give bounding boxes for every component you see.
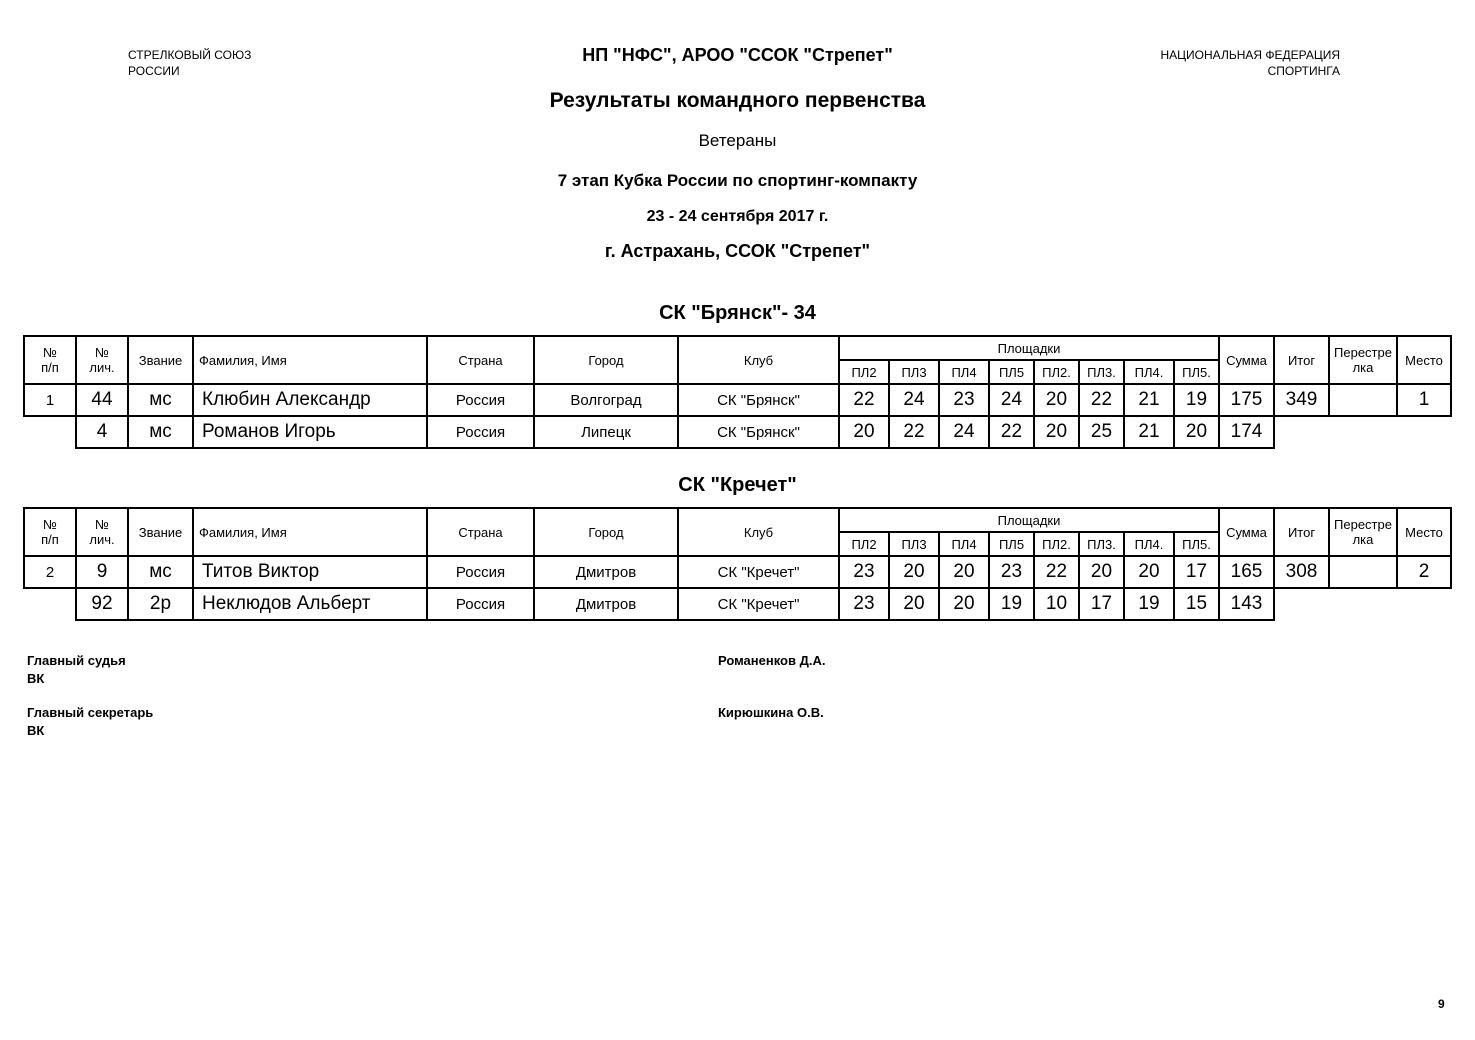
athlete-name: Романов Игорь	[193, 416, 427, 448]
event-place: г. Астрахань, ССОК "Стрепет"	[604, 241, 871, 261]
event-title: 7 этап Кубка России по спортинг-компакту	[557, 171, 918, 190]
team-number: 1	[24, 384, 76, 416]
venue-col-header: ПЛ2.	[1034, 360, 1079, 384]
score-sum: 165	[1219, 556, 1274, 588]
score: 22	[839, 384, 889, 416]
score: 19	[989, 588, 1034, 620]
country: Россия	[427, 588, 534, 620]
col-sum-header: Сумма	[1219, 336, 1274, 384]
col-num-header: № п/п	[24, 508, 76, 556]
score-sum: 174	[1219, 416, 1274, 448]
team-total: 349	[1274, 384, 1329, 416]
score: 20	[1124, 556, 1174, 588]
rank: мс	[128, 416, 193, 448]
city: Дмитров	[534, 588, 678, 620]
category-label: Ветераны	[698, 131, 777, 150]
federation-left-line1: СТРЕЛКОВЫЙ СОЮЗ	[128, 48, 252, 62]
score: 19	[1174, 384, 1219, 416]
shootoff	[1329, 556, 1397, 588]
club: СК "Кречет"	[678, 556, 839, 588]
score-sum: 143	[1219, 588, 1274, 620]
score: 24	[939, 416, 989, 448]
chief-judge-name: Романенков Д.А.	[718, 653, 826, 668]
venue-col-header: ПЛ3.	[1079, 360, 1124, 384]
col-venues-header: Площадки	[839, 508, 1219, 532]
venue-col-header: ПЛ2	[839, 532, 889, 556]
license-number: 44	[76, 384, 128, 416]
col-sum-header: Сумма	[1219, 508, 1274, 556]
table-row	[24, 384, 1451, 416]
rank: мс	[128, 384, 193, 416]
score: 21	[1124, 384, 1174, 416]
col-total-header: Итог	[1274, 508, 1329, 556]
score: 22	[1034, 556, 1079, 588]
club: СК "Брянск"	[678, 384, 839, 416]
federation-right-line1: НАЦИОНАЛЬНАЯ ФЕДЕРАЦИЯ	[1160, 48, 1340, 62]
athlete-name: Неклюдов Альберт	[193, 588, 427, 620]
score: 23	[989, 556, 1034, 588]
license-number: 92	[76, 588, 128, 620]
score: 20	[839, 416, 889, 448]
venue-col-header: ПЛ5.	[1174, 532, 1219, 556]
venue-col-header: ПЛ5.	[1174, 360, 1219, 384]
score: 17	[1079, 588, 1124, 620]
score: 23	[839, 556, 889, 588]
rank: 2р	[128, 588, 193, 620]
col-place-header: Место	[1397, 336, 1451, 384]
chief-judge-label: Главный судья	[27, 653, 126, 668]
country: Россия	[427, 556, 534, 588]
score: 22	[989, 416, 1034, 448]
score: 24	[889, 384, 939, 416]
club: СК "Кречет"	[678, 588, 839, 620]
venue-col-header: ПЛ3.	[1079, 532, 1124, 556]
table-row	[24, 588, 1451, 620]
col-rank-header: Звание	[128, 336, 193, 384]
venue-col-header: ПЛ3	[889, 532, 939, 556]
col-club-header: Клуб	[678, 508, 839, 556]
event-dates: 23 - 24 сентября 2017 г.	[646, 208, 829, 225]
col-total-header: Итог	[1274, 336, 1329, 384]
team-total: 308	[1274, 556, 1329, 588]
score: 22	[889, 416, 939, 448]
page-number: 9	[1438, 997, 1445, 1011]
venue-col-header: ПЛ3	[889, 360, 939, 384]
score: 10	[1034, 588, 1079, 620]
document-title: Результаты командного первенства	[549, 89, 926, 112]
venue-col-header: ПЛ4.	[1124, 532, 1174, 556]
table-row	[24, 416, 1451, 448]
city: Дмитров	[534, 556, 678, 588]
score: 20	[939, 556, 989, 588]
col-shootoff-header: Перестре лка	[1329, 508, 1397, 556]
score-sum: 175	[1219, 384, 1274, 416]
col-place-header: Место	[1397, 508, 1451, 556]
col-country-header: Страна	[427, 336, 534, 384]
athlete-name: Клюбин Александр	[193, 384, 427, 416]
venue-col-header: ПЛ5	[989, 360, 1034, 384]
organizer-title: НП "НФС", АРОО "ССОК "Стрепет"	[582, 45, 893, 65]
score: 25	[1079, 416, 1124, 448]
col-rank-header: Звание	[128, 508, 193, 556]
col-lic-header: № лич.	[76, 336, 128, 384]
score: 20	[1034, 416, 1079, 448]
club: СК "Брянск"	[678, 416, 839, 448]
col-name-header: Фамилия, Имя	[193, 508, 427, 556]
city: Липецк	[534, 416, 678, 448]
chief-secretary-block	[27, 704, 153, 740]
venue-col-header: ПЛ4	[939, 360, 989, 384]
chief-judge-block	[27, 652, 126, 688]
team-results-table	[23, 507, 1452, 621]
venue-col-header: ПЛ2	[839, 360, 889, 384]
chief-secretary-label: Главный секретарь	[27, 705, 154, 720]
score: 20	[889, 588, 939, 620]
score: 20	[939, 588, 989, 620]
col-lic-header: № лич.	[76, 508, 128, 556]
country: Россия	[427, 384, 534, 416]
col-club-header: Клуб	[678, 336, 839, 384]
score: 20	[889, 556, 939, 588]
chief-secretary-name: Кирюшкина О.В.	[718, 705, 824, 720]
venue-col-header: ПЛ4	[939, 532, 989, 556]
col-city-header: Город	[534, 336, 678, 384]
col-city-header: Город	[534, 508, 678, 556]
score: 24	[989, 384, 1034, 416]
federation-left-line2: РОССИИ	[128, 64, 180, 78]
team-results-table	[23, 335, 1452, 449]
team-place: 1	[1397, 384, 1451, 416]
team-title: СК "Брянск"- 34	[659, 302, 816, 324]
col-num-header: № п/п	[24, 336, 76, 384]
team-title: СК "Кречет"	[678, 474, 797, 496]
country: Россия	[427, 416, 534, 448]
venue-col-header: ПЛ4.	[1124, 360, 1174, 384]
rank: мс	[128, 556, 193, 588]
federation-right	[1100, 47, 1340, 79]
shootoff	[1329, 384, 1397, 416]
federation-right-line2: СПОРТИНГА	[1267, 64, 1340, 78]
score: 19	[1124, 588, 1174, 620]
score: 17	[1174, 556, 1219, 588]
table-row	[24, 556, 1451, 588]
score: 23	[939, 384, 989, 416]
score: 22	[1079, 384, 1124, 416]
col-shootoff-header: Перестре лка	[1329, 336, 1397, 384]
score: 23	[839, 588, 889, 620]
score: 21	[1124, 416, 1174, 448]
score: 15	[1174, 588, 1219, 620]
chief-secretary-category: ВК	[27, 723, 45, 738]
chief-judge-category: ВК	[27, 671, 45, 686]
team-number: 2	[24, 556, 76, 588]
venue-col-header: ПЛ5	[989, 532, 1034, 556]
col-venues-header: Площадки	[839, 336, 1219, 360]
team-place: 2	[1397, 556, 1451, 588]
col-country-header: Страна	[427, 508, 534, 556]
col-name-header: Фамилия, Имя	[193, 336, 427, 384]
license-number: 9	[76, 556, 128, 588]
score: 20	[1079, 556, 1124, 588]
athlete-name: Титов Виктор	[193, 556, 427, 588]
venue-col-header: ПЛ2.	[1034, 532, 1079, 556]
license-number: 4	[76, 416, 128, 448]
score: 20	[1174, 416, 1219, 448]
city: Волгоград	[534, 384, 678, 416]
score: 20	[1034, 384, 1079, 416]
